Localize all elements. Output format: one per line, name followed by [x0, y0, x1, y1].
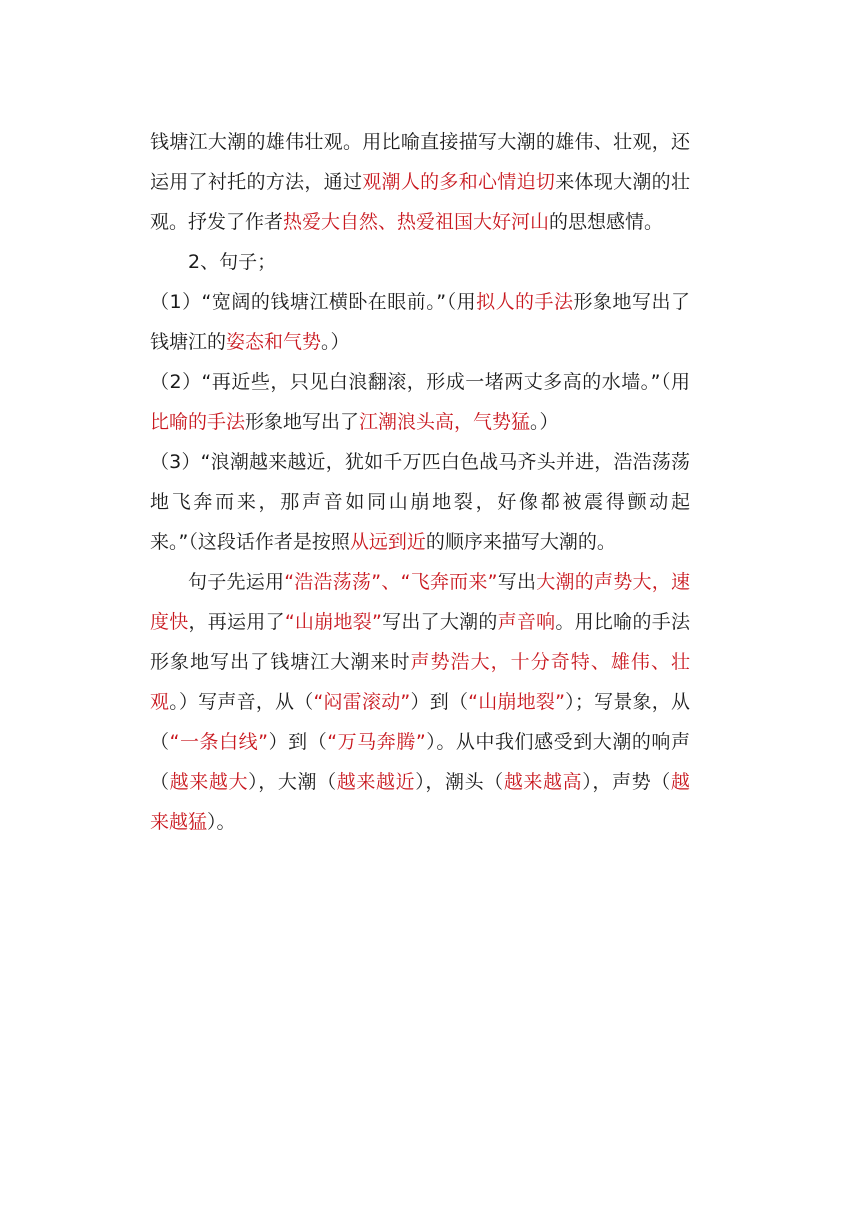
- highlighted-text: 越来越高: [503, 771, 583, 793]
- highlighted-text: “一条白线”: [169, 731, 269, 753]
- body-text: 写出: [497, 571, 537, 593]
- body-text: ），潮头（: [415, 771, 504, 793]
- body-text: 形象地写出了钱塘江的: [150, 291, 690, 353]
- highlighted-text: 声势浩大，十分奇特、雄伟、壮观: [150, 651, 690, 713]
- highlighted-text: 大潮的声势大，速度快: [150, 571, 690, 633]
- highlighted-text: “万马奔腾”: [327, 731, 426, 753]
- body-text: （2）“再近些，只见白浪翻滚，形成一堵两丈多高的水墙。”（用: [150, 371, 690, 393]
- body-text: ，再运用了: [188, 611, 285, 633]
- body-text: 句子先运用: [188, 571, 285, 593]
- highlighted-text: “闷雷滚动”: [313, 691, 411, 713]
- document-page: [150, 122, 690, 842]
- summary-paragraph: [150, 122, 690, 242]
- body-text: 。）写声音，从（: [169, 691, 314, 713]
- highlighted-text: 热爱大自然、热爱祖国大好河山: [283, 211, 550, 233]
- body-text: 。）: [321, 331, 350, 353]
- body-text: 写出了大潮的: [381, 611, 498, 633]
- body-text: 2、句子；: [188, 251, 277, 273]
- highlighted-text: 姿态和气势: [226, 331, 322, 353]
- body-text: （3）“浪潮越来越近，犹如千万匹白色战马齐头并进，浩浩荡荡地飞奔而来，那声音如同山崩地裂，好像都被震得颤动起来。”（这段话作者是按照: [150, 451, 690, 553]
- highlighted-text: “浩浩荡荡”、“飞奔而来”: [284, 571, 498, 593]
- body-text: ）；写景象，从（: [150, 691, 690, 753]
- highlighted-text: 观潮人的多和心情迫切: [362, 171, 556, 193]
- body-text: ）。从中我们感受到大潮的响声（: [150, 731, 690, 793]
- analysis-paragraph: [150, 562, 690, 842]
- sentence-2: [150, 362, 690, 442]
- highlighted-text: 比喻的手法: [150, 411, 246, 433]
- sentence-3: [150, 442, 690, 562]
- highlighted-text: “山崩地裂”: [468, 691, 565, 713]
- body-text: ），大潮（: [248, 771, 337, 793]
- body-text: ）到（: [410, 691, 469, 713]
- highlighted-text: 越来越大: [169, 771, 249, 793]
- highlighted-text: 江潮浪头高，气势猛: [359, 411, 531, 433]
- body-text: ）到（: [268, 731, 328, 753]
- body-text: （1）“宽阔的钱塘江横卧在眼前。”（用: [150, 291, 477, 313]
- highlighted-text: 越来越猛: [150, 771, 690, 833]
- body-text: 。用比喻的手法形象地写出了钱塘江大潮来时: [150, 611, 690, 673]
- sentence-1: [150, 282, 690, 362]
- body-text: 的顺序来描写大潮的。: [425, 531, 616, 553]
- body-text: 形象地写出了: [245, 411, 360, 433]
- body-text: 来体现大潮的壮观。抒发了作者: [150, 171, 690, 233]
- body-text: 的思想感情。: [549, 211, 664, 233]
- body-text: ）。: [207, 811, 236, 833]
- highlighted-text: “山崩地裂”: [284, 611, 382, 633]
- highlighted-text: 越来越近: [336, 771, 416, 793]
- highlighted-text: 从远到近: [349, 531, 426, 553]
- section-heading: [150, 242, 690, 282]
- body-text: 钱塘江大潮的雄伟壮观。用比喻直接描写大潮的雄伟、壮观，还运用了衬托的方法，通过: [150, 131, 690, 193]
- body-text: 。）: [530, 411, 559, 433]
- body-text: ），声势（: [582, 771, 671, 793]
- highlighted-text: 拟人的手法: [476, 291, 574, 313]
- highlighted-text: 声音响: [497, 611, 556, 633]
